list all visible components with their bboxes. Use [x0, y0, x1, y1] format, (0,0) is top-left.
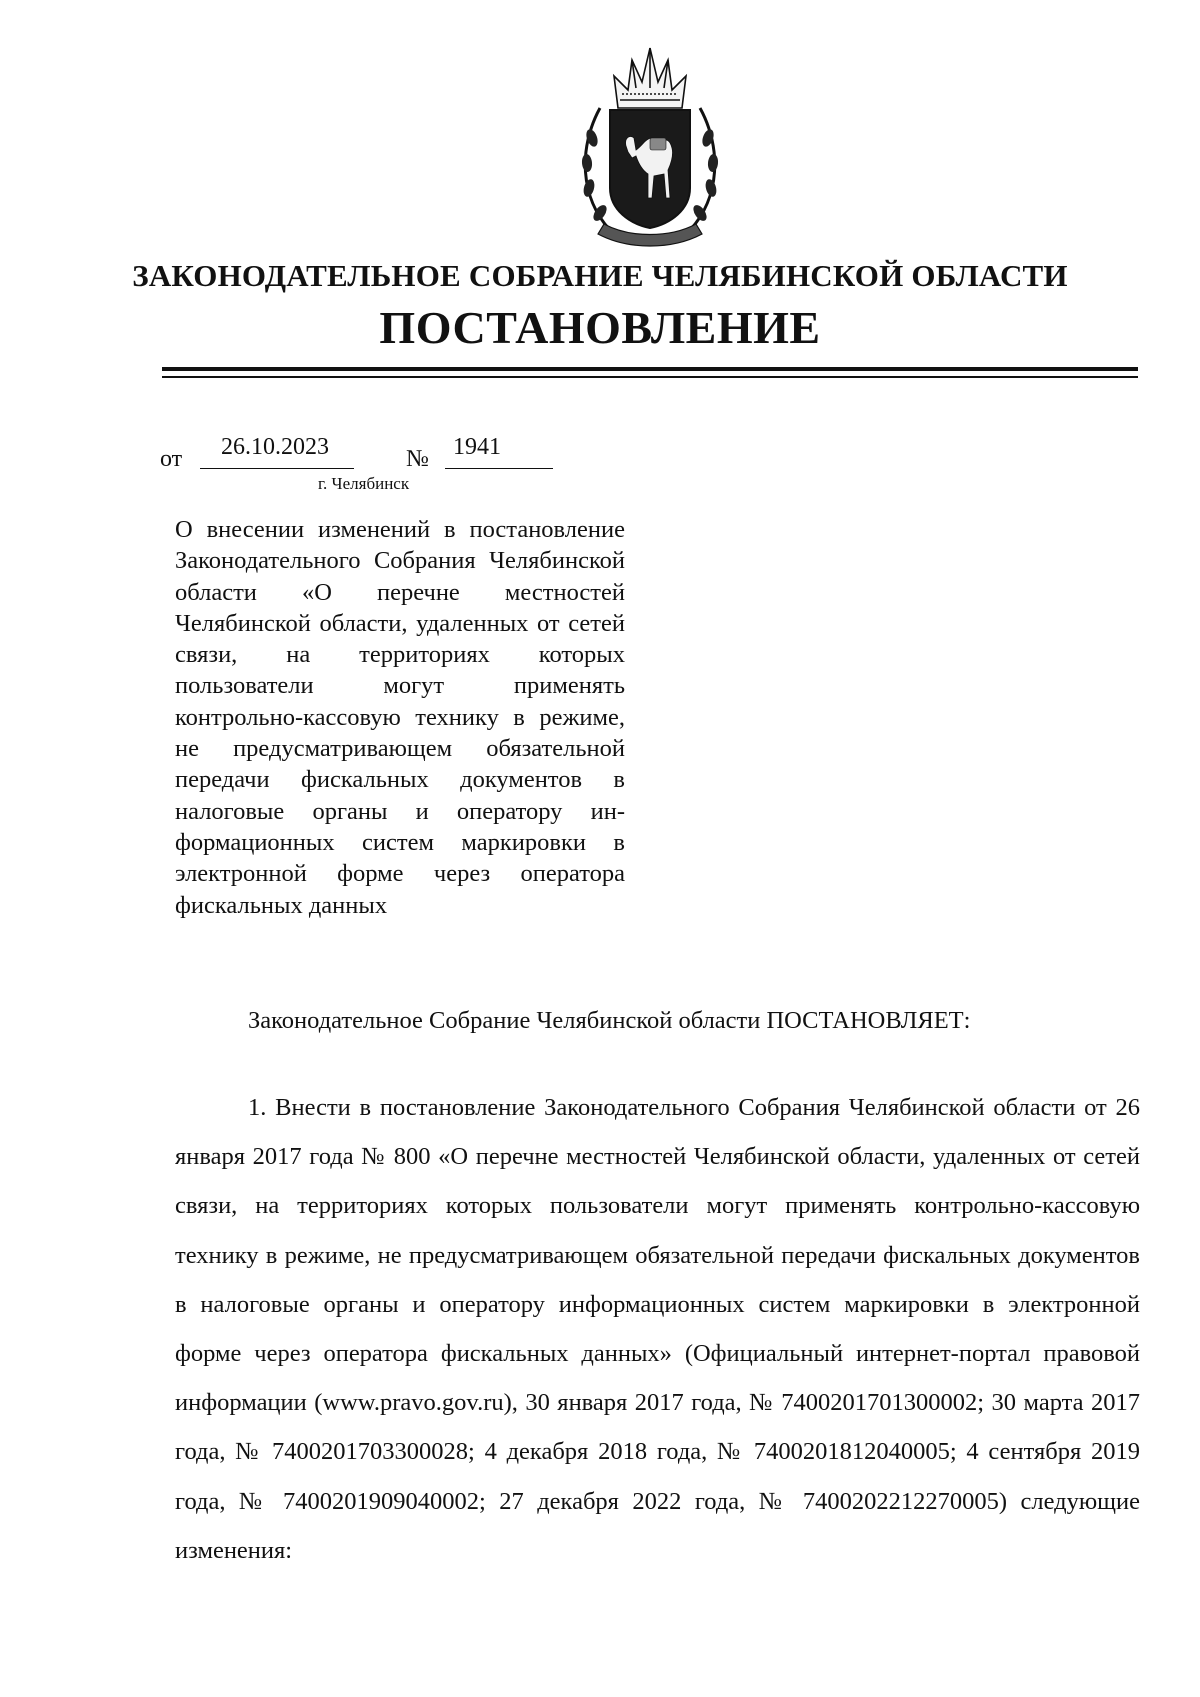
- number-underline: [445, 468, 553, 469]
- coat-of-arms-emblem: [570, 38, 730, 248]
- organization-title: ЗАКОНОДАТЕЛЬНОЕ СОБРАНИЕ ЧЕЛЯБИНСКОЙ ОБЛАСТИ: [132, 258, 1068, 293]
- city-label: г. Челябинск: [318, 474, 410, 493]
- paragraph-1: 1. Внести в постановление Законодательного Собрания Челябинской области от 26 января 2017 года № 800 «О перечне местностей Челябинской области, удаленных от сетей связи, на территориях которых пользователи могут применять контрольно-кассовую технику в режиме, не предусматривающем обязательной передачи фискальных документов в налоговые органы и оператору информационных систем маркировки в электронной форме через оператора фискальных данных» (Официальный интернет-портал правовой информации (www.pravo.gov.ru), 30 января 2017 года, № 7400201701300002; 30 марта 2017 года, № 7400201703300028; 4 декабря 2018 года, № 7400201812040005; 4 сентября 2019 года, № 7400201909040002; 27 декабря 2022 года, № 7400202212270005) следующие изменения:: [175, 1094, 1140, 1564]
- date-underline: [200, 468, 354, 469]
- date-label: от: [160, 446, 183, 472]
- number-label: №: [406, 446, 429, 472]
- document-date: 26.10.2023: [221, 434, 329, 460]
- header-divider-thick: [162, 367, 1138, 371]
- preamble: Законодательное Собрание Челябинской области ПОСТАНОВЛЯЕТ:: [248, 1007, 971, 1034]
- document-subject: О внесении изменений в постановление Законодательного Собрания Челябинской области «О перечне местностей Челябинской области, удаленных от сетей связи, на территориях которых пользователи могут применять контрольно-кассовую технику в режиме, не предусматривающем обязательной передачи фискальных документов в налоговые органы и оператору информационных систем маркировки в электронной форме через оператора фискальных данных: [175, 516, 625, 919]
- header-divider-thin: [162, 376, 1138, 378]
- document-type-title: ПОСТАНОВЛЕНИЕ: [379, 302, 821, 353]
- document-number: 1941: [453, 434, 501, 460]
